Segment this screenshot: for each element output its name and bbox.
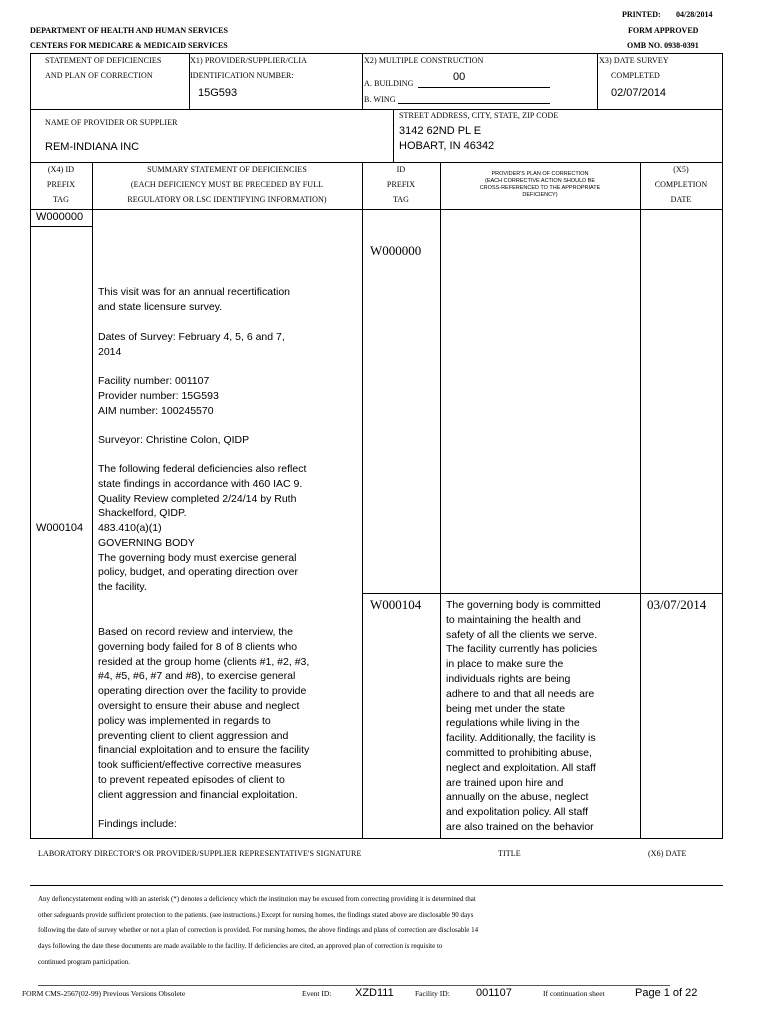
divider <box>597 53 598 110</box>
summary-header-1: SUMMARY STATEMENT OF DEFICIENCIES <box>147 165 307 174</box>
facility-id-label: Facility ID: <box>415 989 450 998</box>
signature-label: LABORATORY DIRECTOR'S OR PROVIDER/SUPPLIER REPRESENTATIVE'S SIGNATURE <box>38 849 362 858</box>
plan-header-2: (EACH CORRECTIVE ACTION SHOULD BE <box>484 178 596 184</box>
x3-label-2: COMPLETED <box>611 71 660 80</box>
divider <box>92 162 93 839</box>
disclaimer-line-3: following the date of survey whether or not a plan of correction is provided. For nursing homes, the above findings and plans of correction are disclosable 14 <box>38 926 479 934</box>
survey-date-value: 02/07/2014 <box>611 87 667 99</box>
divider <box>30 162 723 163</box>
x4-header-1: (X4) ID <box>47 165 75 174</box>
provider-id-value: 15G593 <box>198 87 238 99</box>
tag-right-w000104: W000104 <box>370 597 422 612</box>
summary-header-3: REGULATORY OR LSC IDENTIFYING INFORMATION) <box>127 195 327 204</box>
disclaimer-line-2: other safeguards provide sufficient protection to the patients. (see instructions.) Except for nursing homes, the findings stated above are disclosable 90 days <box>38 911 474 919</box>
disclaimer-line-5: continued program participation. <box>38 958 130 966</box>
x1-label-1: X1) PROVIDER/SUPPLIER/CLIA <box>190 56 308 65</box>
summary-dates: Dates of Survey: February 4, 5, 6 and 7, 2014 <box>98 331 285 358</box>
x5-header-1: (X5) <box>673 165 689 174</box>
tag-left-w000000: W000000 <box>36 211 84 223</box>
divider <box>362 593 723 594</box>
address-line-2: HOBART, IN 46342 <box>399 140 495 152</box>
tag-left-w000104: W000104 <box>36 522 84 534</box>
divider <box>393 109 394 163</box>
completion-date: 03/07/2014 <box>647 597 707 612</box>
event-id-label: Event ID: <box>302 989 332 998</box>
x6-date-label: (X6) DATE <box>648 849 687 858</box>
x2-label: X2) MULTIPLE CONSTRUCTION <box>364 56 484 65</box>
divider <box>398 103 550 104</box>
building-label: A. BUILDING <box>364 79 414 88</box>
divider <box>362 162 363 839</box>
divider <box>38 985 670 986</box>
form-number: FORM CMS-2567(02-99) Previous Versions Obsolete <box>22 989 186 998</box>
divider <box>722 53 723 163</box>
summary-findings: Based on record review and interview, the governing body failed for 8 of 8 clients who resided at the group home (clients #1, #2, #3, #4, #5, #6, #7 and #8), to exercise general operating direction over the facility to provide oversight to ensure their abuse and neglect policy was implemented in regards to preventing client to client aggression and financial exploitation and to ensure the facility took sufficient/effective corrective measures to prevent repeated episodes of client to client aggression and financial exploitation. <box>98 626 310 801</box>
printed-label: PRINTED: <box>622 10 661 19</box>
plan-header-4: DEFICIENCY) <box>522 192 558 198</box>
tag-right-w000000: W000000 <box>370 243 422 258</box>
divider <box>440 162 441 839</box>
divider <box>30 838 723 839</box>
omb-number: OMB NO. 0938-0391 <box>627 41 699 50</box>
centers-title: CENTERS FOR MEDICARE & MEDICAID SERVICES <box>30 41 228 50</box>
department-title: DEPARTMENT OF HEALTH AND HUMAN SERVICES <box>30 26 228 35</box>
title-label: TITLE <box>498 849 521 858</box>
summary-ids: Facility number: 001107 Provider number: 15G593 AIM number: 100245570 <box>98 375 219 417</box>
divider <box>30 162 31 839</box>
divider <box>722 162 723 839</box>
x5-header-2: COMPLETION <box>654 180 708 189</box>
x1-label-2: IDENTIFICATION NUMBER: <box>190 71 294 80</box>
continuation-label: If continuation sheet <box>543 989 605 998</box>
building-value: 00 <box>453 71 466 83</box>
summary-federal: The following federal deficiencies also reflect state findings in accordance with 460 IAC 9. Quality Review completed 2/24/14 by Ruth Shackelford, QIDP. <box>98 463 307 520</box>
statement-label-1: STATEMENT OF DEFICIENCIES <box>45 56 162 65</box>
summary-findings-include: Findings include: <box>98 818 177 830</box>
divider <box>30 885 723 886</box>
facility-id-value: 001107 <box>476 987 512 999</box>
divider <box>30 226 92 227</box>
x4-header-3: TAG <box>52 195 70 204</box>
divider <box>362 53 363 110</box>
x4-header-2: PREFIX <box>46 180 76 189</box>
summary-governing-body: 483.410(a)(1) GOVERNING BODY The governing body must exercise general policy, budget, and operating direction over the facility. <box>98 522 299 594</box>
plan-of-correction-text: The governing body is committed to maintaining the health and safety of all the clients we serve. The facility currently has policies in place to make sure the individuals rights are being adhere to and that all needs are being met under the state regulations while living in the facility. Additionally, the facility is committed to prohibiting abuse, neglect and exploitation. All staff are trained upon hire and annually on the abuse, neglect and expolitation policy. All staff are also trained on the behavior <box>446 599 601 833</box>
printed-date: 04/28/2014 <box>676 10 713 19</box>
x3-label-1: X3) DATE SURVEY <box>599 56 669 65</box>
plan-header-3: CROSS-REFERENCED TO THE APPROPRIATE <box>479 185 601 191</box>
divider <box>30 209 723 210</box>
form-approved: FORM APPROVED <box>628 26 699 35</box>
divider <box>640 162 641 839</box>
divider <box>30 109 723 110</box>
event-id-value: XZD111 <box>355 987 394 999</box>
statement-label-2: AND PLAN OF CORRECTION <box>45 71 153 80</box>
plan-header-1: PROVIDER'S PLAN OF CORRECTION <box>491 171 589 177</box>
summary-intro: This visit was for an annual recertification and state licensure survey. <box>98 286 290 313</box>
address-line-1: 3142 62ND PL E <box>399 125 482 137</box>
provider-name-label: NAME OF PROVIDER OR SUPPLIER <box>45 118 178 127</box>
id-header-1: ID <box>396 165 406 174</box>
summary-surveyor: Surveyor: Christine Colon, QIDP <box>98 434 250 446</box>
summary-header-2: (EACH DEFICIENCY MUST BE PRECEDED BY FULL <box>130 180 324 189</box>
divider <box>418 87 550 88</box>
box-top-border <box>30 53 723 54</box>
page-number: Page 1 of 22 <box>635 987 698 999</box>
id-header-2: PREFIX <box>386 180 416 189</box>
divider <box>30 53 31 163</box>
disclaimer-line-1: Any defiencystatement ending with an asterisk (*) denotes a deficiency which the institution may be excused from correcting providing it is determined that <box>38 895 476 903</box>
id-header-3: TAG <box>392 195 410 204</box>
x5-header-3: DATE <box>670 195 692 204</box>
wing-label: B. WING <box>364 95 396 104</box>
provider-name-value: REM-INDIANA INC <box>45 141 140 153</box>
disclaimer-line-4: days following the date these documents are made available to the facility. If deficiencies are cited, an approved plan of correction is requisite to <box>38 942 443 950</box>
address-label: STREET ADDRESS, CITY, STATE, ZIP CODE <box>399 111 559 120</box>
